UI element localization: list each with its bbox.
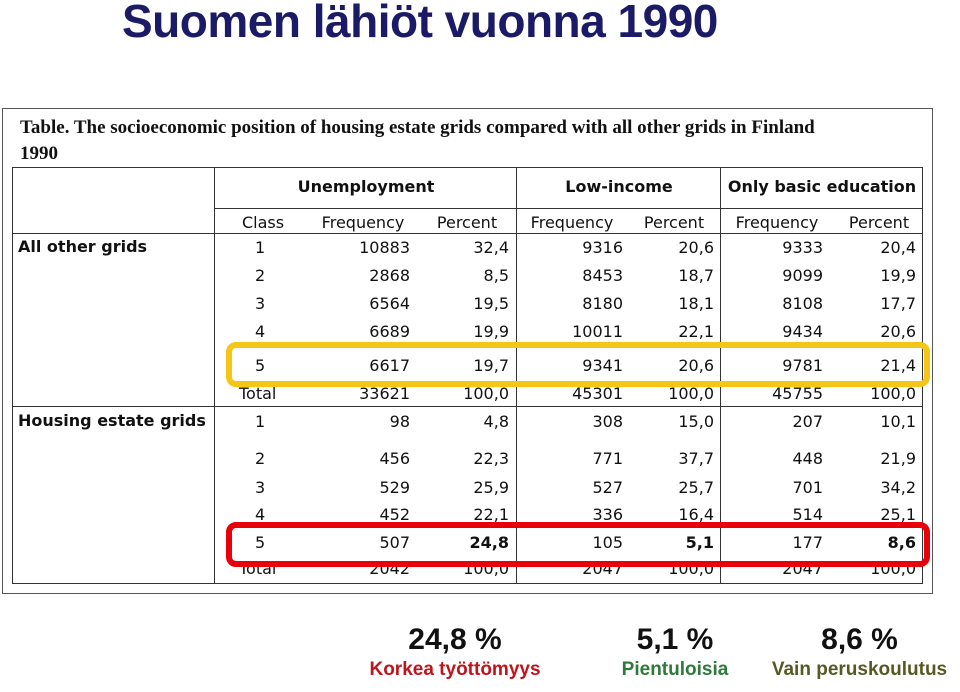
section-label-housing-estate-grids: Housing estate grids	[18, 411, 206, 430]
value-cell: 15,0	[678, 412, 714, 431]
value-cell: 20,4	[880, 238, 916, 257]
subheader-2: Percent	[436, 213, 498, 232]
stat-unemployment-value: 24,8 %	[408, 623, 502, 656]
value-cell: 22,3	[473, 449, 509, 468]
value-cell: 514	[792, 505, 823, 524]
value-cell: 16,4	[678, 505, 714, 524]
class-cell: 3	[255, 478, 266, 497]
slide-title: Suomen lähiöt vuonna 1990	[122, 0, 718, 47]
value-cell: 9341	[582, 356, 623, 375]
stat-low-income-label: Pientuloisia	[621, 659, 729, 680]
value-cell: 6689	[369, 322, 410, 341]
value-cell: 2868	[369, 266, 410, 285]
value-cell: 9316	[582, 238, 623, 257]
value-cell: 19,9	[880, 266, 916, 285]
class-cell: Total	[239, 384, 277, 403]
value-cell: 25,9	[473, 478, 509, 497]
value-cell: 100,0	[463, 559, 509, 578]
subheader-5: Frequency	[735, 213, 819, 232]
value-cell: 308	[592, 412, 623, 431]
value-cell: 207	[792, 412, 823, 431]
value-cell: 22,1	[473, 505, 509, 524]
value-cell: 20,6	[678, 238, 714, 257]
value-cell: 8453	[582, 266, 623, 285]
stat-basic-education	[752, 623, 960, 681]
value-cell: 8180	[582, 294, 623, 313]
value-cell: 5,1	[685, 533, 714, 552]
value-cell: 24,8	[469, 533, 509, 552]
subheader-4: Percent	[643, 213, 705, 232]
value-cell: 771	[592, 449, 623, 468]
stat-basic-education-label: Vain peruskoulutus	[771, 659, 948, 680]
value-cell: 32,4	[473, 238, 509, 257]
class-cell: 2	[255, 449, 266, 468]
value-cell: 19,5	[473, 294, 509, 313]
value-cell: 9333	[782, 238, 823, 257]
class-cell: 4	[255, 505, 266, 524]
value-cell: 177	[792, 533, 823, 552]
class-cell: 5	[255, 356, 266, 375]
subheader-6: Percent	[848, 213, 910, 232]
value-cell: 9434	[782, 322, 823, 341]
value-cell: 100,0	[870, 384, 916, 403]
stat-low-income-value: 5,1 %	[636, 623, 714, 656]
value-cell: 20,6	[880, 322, 916, 341]
stat-low-income	[580, 623, 770, 681]
value-cell: 22,1	[678, 322, 714, 341]
value-cell: 45755	[772, 384, 823, 403]
group-header-low-income: Low-income	[565, 177, 673, 196]
yellow-highlight-box	[226, 342, 930, 387]
value-cell: 701	[792, 478, 823, 497]
value-cell: 10883	[359, 238, 410, 257]
value-cell: 8,5	[483, 266, 509, 285]
class-cell: 4	[255, 322, 266, 341]
value-cell: 18,7	[678, 266, 714, 285]
value-cell: 100,0	[870, 559, 916, 578]
value-cell: 100,0	[463, 384, 509, 403]
stat-unemployment-label: Korkea työttömyys	[369, 659, 541, 680]
class-cell: 5	[255, 533, 266, 552]
value-cell: 2047	[782, 559, 823, 578]
class-cell: Total	[239, 559, 277, 578]
value-cell: 10011	[572, 322, 623, 341]
value-cell: 8,6	[887, 533, 916, 552]
value-cell: 105	[592, 533, 623, 552]
value-cell: 34,2	[880, 478, 916, 497]
class-cell: 2	[255, 266, 266, 285]
value-cell: 2047	[582, 559, 623, 578]
red-highlight-box	[226, 522, 930, 567]
value-cell: 25,1	[880, 505, 916, 524]
value-cell: 9781	[782, 356, 823, 375]
value-cell: 448	[792, 449, 823, 468]
group-header-unemployment: Unemployment	[297, 177, 435, 196]
value-cell: 6564	[369, 294, 410, 313]
value-cell: 507	[379, 533, 410, 552]
value-cell: 100,0	[668, 559, 714, 578]
value-cell: 98	[389, 412, 410, 431]
value-cell: 2042	[369, 559, 410, 578]
class-cell: 1	[255, 412, 266, 431]
value-cell: 6617	[369, 356, 410, 375]
value-cell: 25,7	[678, 478, 714, 497]
value-cell: 19,7	[473, 356, 509, 375]
value-cell: 4,8	[483, 412, 509, 431]
value-cell: 8108	[782, 294, 823, 313]
value-cell: 17,7	[880, 294, 916, 313]
value-cell: 20,6	[678, 356, 714, 375]
value-cell: 529	[379, 478, 410, 497]
value-cell: 527	[592, 478, 623, 497]
value-cell: 19,9	[473, 322, 509, 341]
value-cell: 452	[379, 505, 410, 524]
value-cell: 456	[379, 449, 410, 468]
section-label-all-other-grids: All other grids	[18, 237, 148, 256]
value-cell: 10,1	[880, 412, 916, 431]
subheader-3: Frequency	[530, 213, 614, 232]
data-table-figure	[2, 108, 933, 594]
stat-basic-education-value: 8,6 %	[821, 623, 898, 656]
value-cell: 21,4	[880, 356, 916, 375]
class-cell: 3	[255, 294, 266, 313]
value-cell: 9099	[782, 266, 823, 285]
value-cell: 18,1	[678, 294, 714, 313]
class-cell: 1	[255, 238, 266, 257]
value-cell: 45301	[572, 384, 623, 403]
value-cell: 33621	[359, 384, 410, 403]
value-cell: 21,9	[880, 449, 916, 468]
subheader-1: Frequency	[321, 213, 405, 232]
value-cell: 336	[592, 505, 623, 524]
value-cell: 37,7	[678, 449, 714, 468]
stat-unemployment	[350, 623, 560, 681]
subheader-0: Class	[241, 213, 285, 232]
value-cell: 100,0	[668, 384, 714, 403]
group-header-basic-education: Only basic education	[727, 177, 917, 196]
table-caption: Table. The socioeconomic position of housing estate grids compared with all other grids in Finland 1990	[20, 117, 815, 164]
